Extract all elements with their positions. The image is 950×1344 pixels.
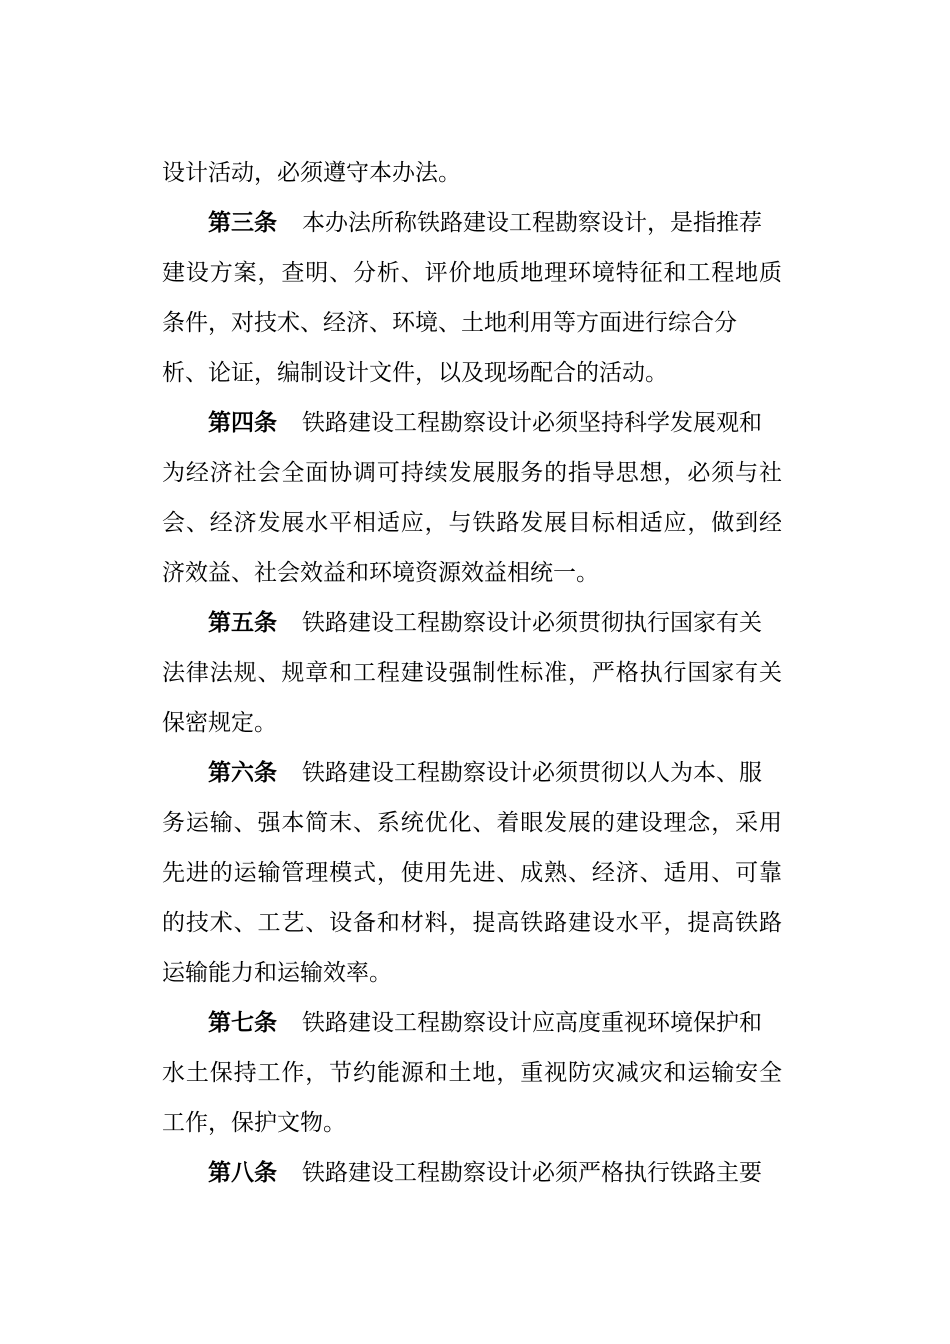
article-label: 第八条 (208, 1159, 277, 1186)
text-line: 析、论证，编制设计文件，以及现场配合的活动。 (162, 360, 668, 386)
text-line: 保密规定。 (162, 710, 277, 736)
text-line: 铁路建设工程勘察设计必须坚持科学发展观和 (302, 410, 762, 436)
article-label: 第六条 (208, 759, 277, 786)
text-line: 运输能力和运输效率。 (162, 960, 392, 986)
text-line: 务运输、强本简末、系统优化、着眼发展的建设理念，采用 (162, 810, 782, 836)
text-line: 先进的运输管理模式，使用先进、成熟、经济、适用、可靠 (162, 860, 782, 886)
text-line: 铁路建设工程勘察设计必须贯彻以人为本、服 (302, 760, 762, 786)
text-line: 建设方案，查明、分析、评价地质地理环境特征和工程地质 (162, 260, 782, 286)
text-line: 会、经济发展水平相适应，与铁路发展目标相适应，做到经 (162, 510, 782, 536)
article-label: 第五条 (208, 609, 277, 636)
article-6-first-line (208, 758, 762, 788)
text-line: 铁路建设工程勘察设计必须贯彻执行国家有关 (302, 610, 762, 636)
text-line: 条件，对技术、经济、环境、土地利用等方面进行综合分 (162, 310, 737, 336)
text-line: 的技术、工艺、设备和材料，提高铁路建设水平，提高铁路 (162, 910, 782, 936)
article-label: 第四条 (208, 409, 277, 436)
article-label: 第三条 (208, 209, 277, 236)
text-line: 铁路建设工程勘察设计必须严格执行铁路主要 (302, 1160, 762, 1186)
article-3-first-line (208, 208, 762, 238)
article-7-first-line (208, 1008, 762, 1038)
text-line: 设计活动，必须遵守本办法。 (162, 160, 461, 186)
text-line: 本办法所称铁路建设工程勘察设计，是指推荐 (302, 210, 762, 236)
article-5-first-line (208, 608, 762, 638)
article-8-first-line (208, 1158, 762, 1188)
text-line: 法律法规、规章和工程建设强制性标准，严格执行国家有关 (162, 660, 782, 686)
article-4-first-line (208, 408, 762, 438)
text-line: 为经济社会全面协调可持续发展服务的指导思想，必须与社 (162, 460, 782, 486)
text-line: 工作，保护文物。 (162, 1110, 346, 1136)
article-label: 第七条 (208, 1009, 277, 1036)
text-line: 济效益、社会效益和环境资源效益相统一。 (162, 560, 599, 586)
text-line: 水土保持工作，节约能源和土地，重视防灾减灾和运输安全 (162, 1060, 782, 1086)
text-line: 铁路建设工程勘察设计应高度重视环境保护和 (302, 1010, 762, 1036)
